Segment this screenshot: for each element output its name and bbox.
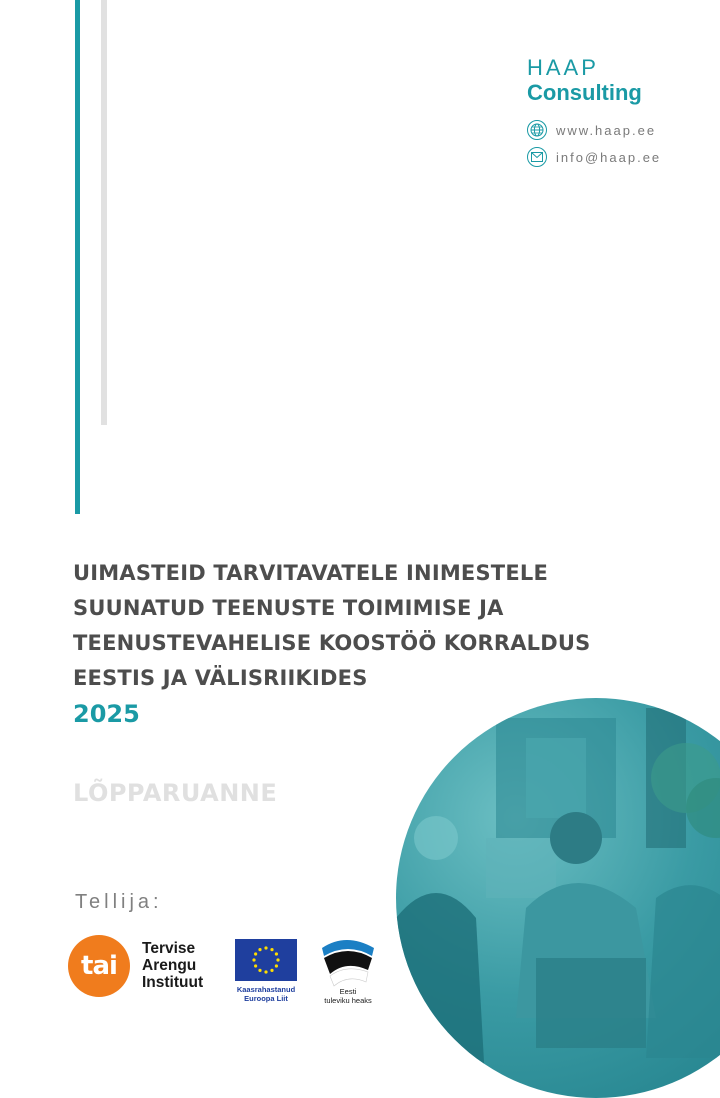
title-line: EESTIS JA VÄLISRIIKIDES [73, 666, 368, 690]
ee-caption [310, 987, 386, 1005]
report-year: 2025 [73, 700, 140, 728]
email-text: info@haap.ee [556, 149, 662, 165]
brand-name-top: HAAP [527, 55, 599, 80]
eu-flag-icon [235, 939, 297, 981]
contact-website[interactable] [527, 120, 656, 140]
envelope-icon [527, 147, 547, 167]
report-title [73, 556, 673, 696]
ee-caption-line: tuleviku heaks [324, 996, 372, 1005]
accent-bar-gray [101, 0, 107, 425]
title-line: SUUNATUD TEENUSTE TOIMIMISE JA [73, 596, 504, 620]
eu-caption-line: Kaasrahastanud [236, 985, 296, 994]
title-line: UIMASTEID TARVITAVATELE INIMESTELE [73, 561, 548, 585]
accent-bar-teal [75, 0, 80, 514]
globe-icon [527, 120, 547, 140]
cover-photo [396, 698, 720, 1098]
report-subtitle: LÕPPARUANNE [73, 779, 278, 807]
tai-name [142, 940, 203, 991]
tai-logo-text: tai [81, 951, 117, 981]
title-line: TEENUSTEVAHELISE KOOSTÖÖ KORRALDUS [73, 631, 591, 655]
website-text: www.haap.ee [556, 122, 657, 138]
client-label: Tellija: [75, 891, 163, 913]
contact-email[interactable] [527, 147, 661, 167]
brand-name-bottom: Consulting [527, 80, 642, 105]
haap-consulting-logo [527, 56, 642, 106]
tai-name-line: Arengu [142, 957, 197, 974]
tai-name-line: Tervise [142, 940, 196, 957]
eu-caption [228, 985, 304, 1003]
tai-logo [68, 935, 130, 997]
eesti-tuleviku-heaks-logo [316, 934, 380, 990]
eu-caption-line: Euroopa Liit [244, 994, 288, 1003]
tai-name-line: Instituut [142, 974, 204, 991]
ee-caption-line: Eesti [339, 987, 357, 996]
